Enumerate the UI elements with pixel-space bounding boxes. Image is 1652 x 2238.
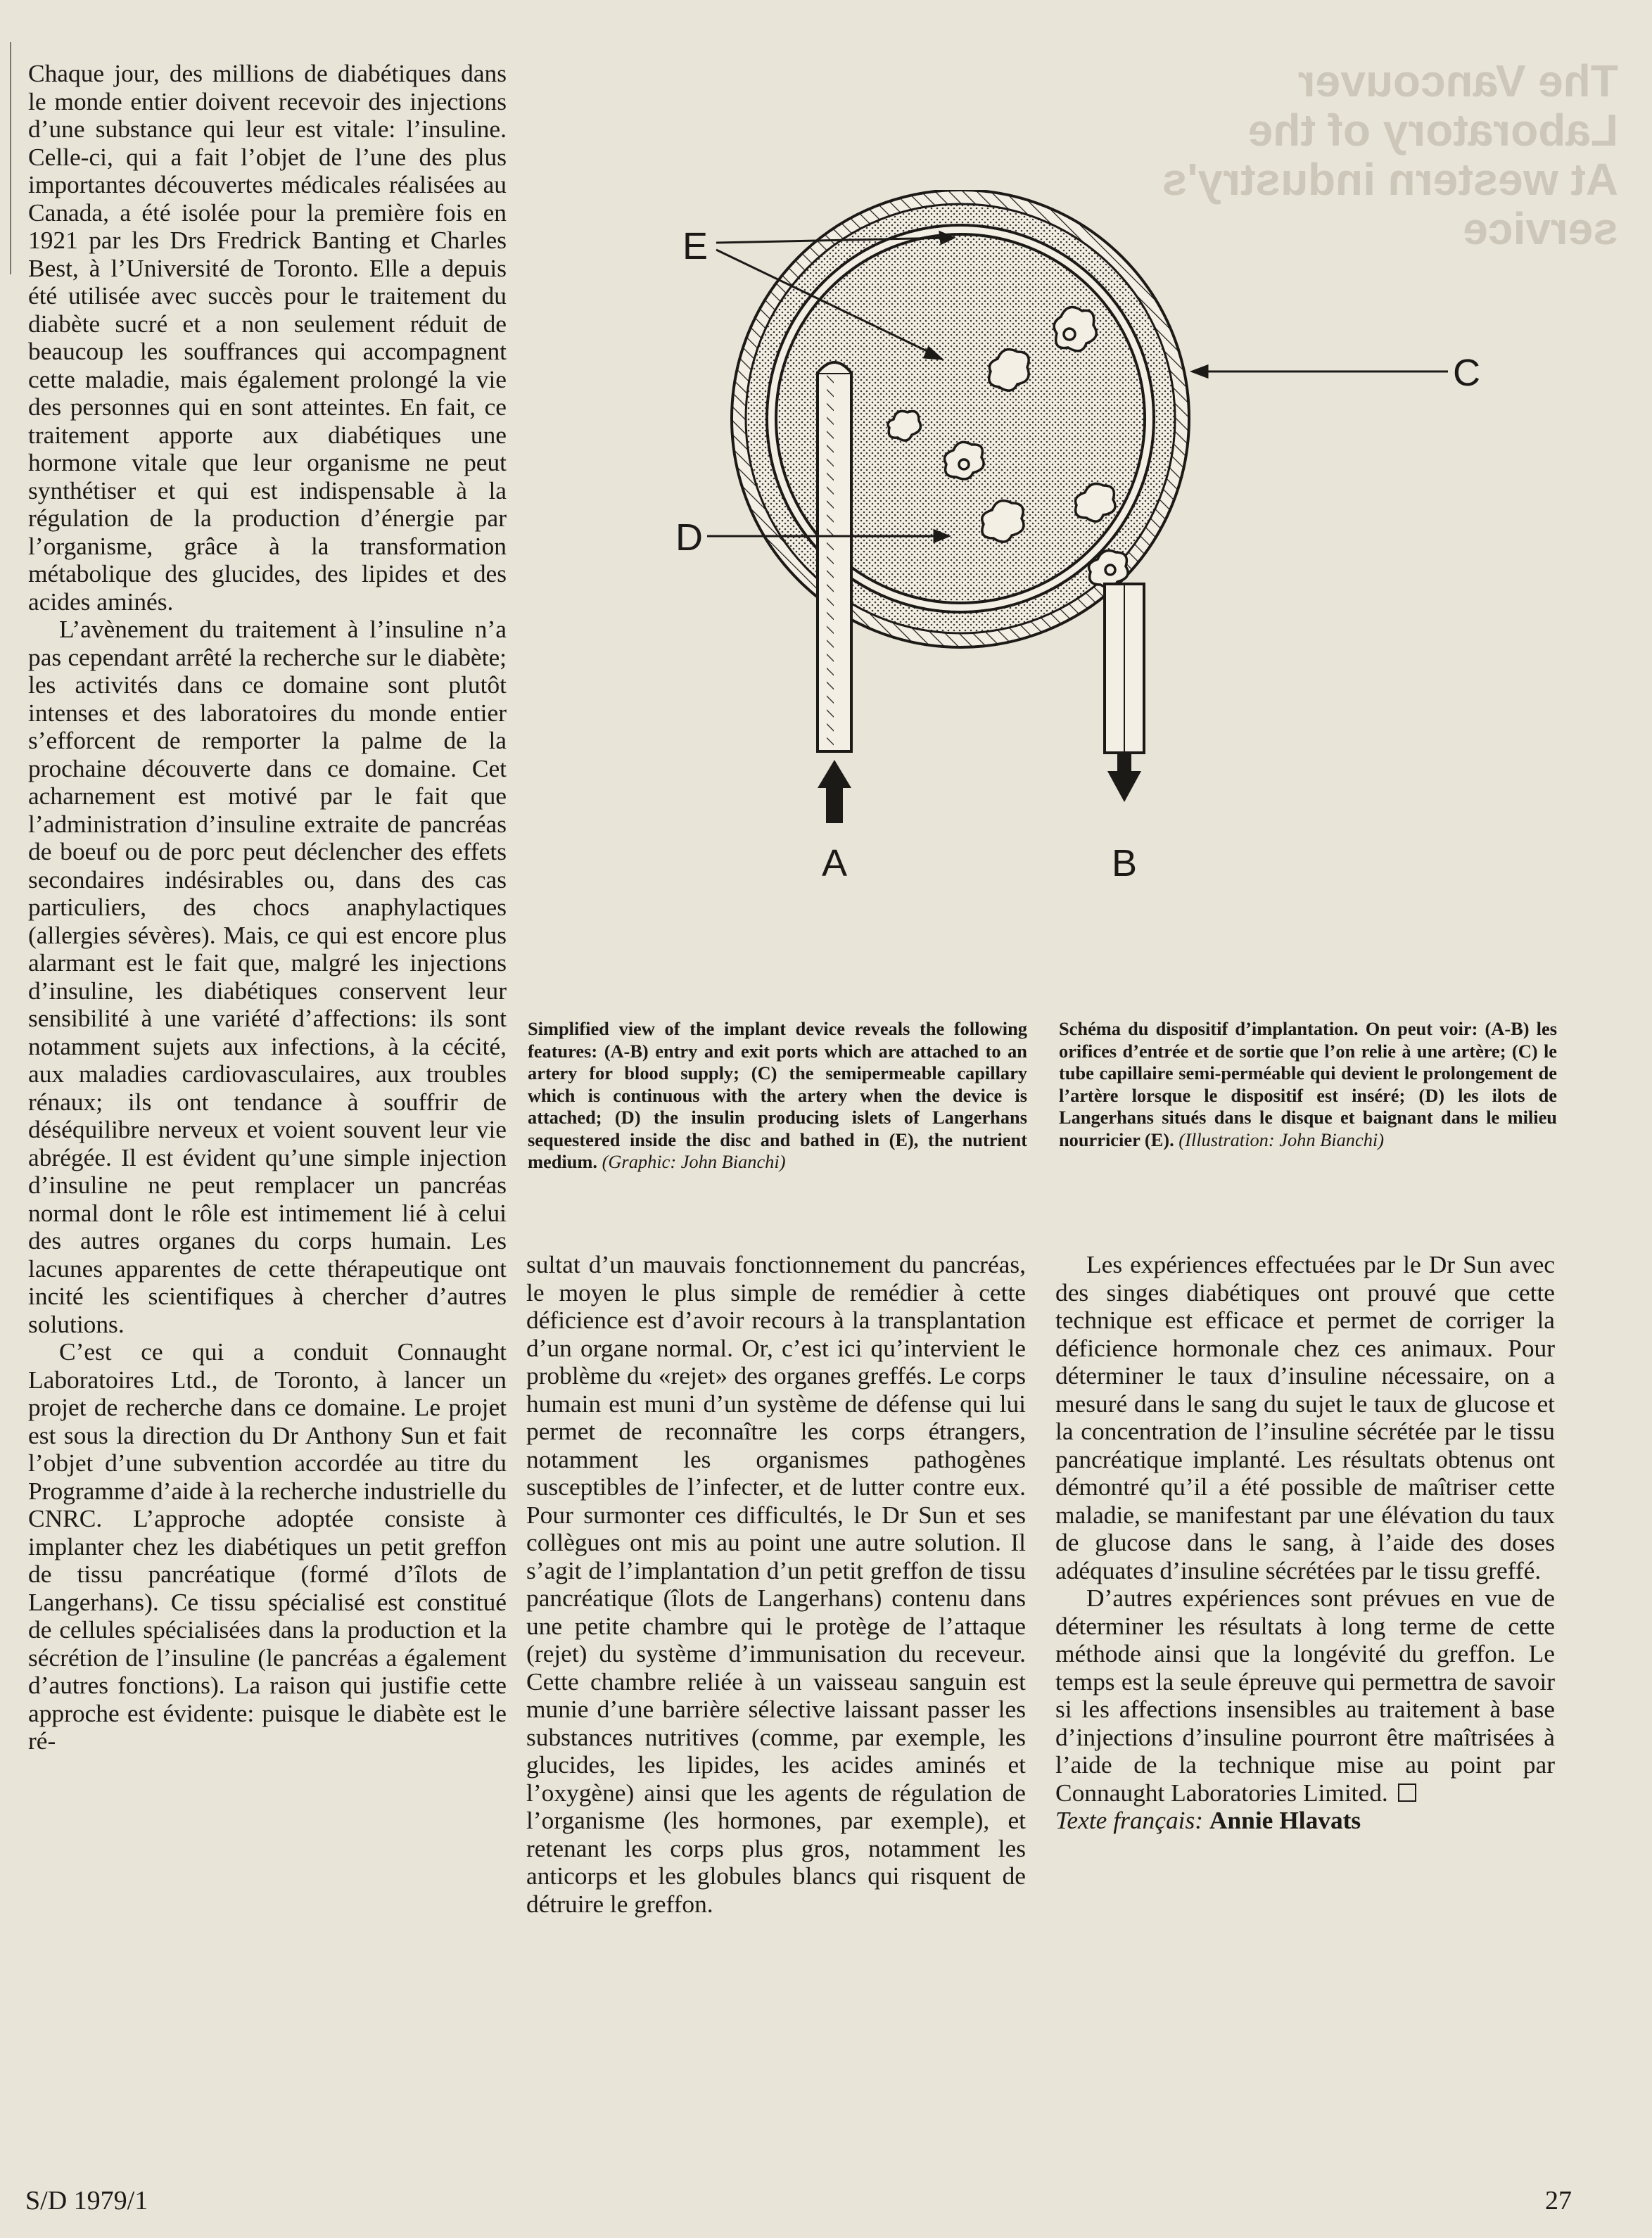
paragraph: sultat d’un mauvais fonctionnement du pancréas, le moyen le plus simple de remédier à cette déficience est d’avoir recours à la transplantation d’un organe normal. Or, c’est ici qu’intervient le problème du «rejet» des organes greffés. Le corps humain est muni d’un système de défense qui lui permet de reconnaître les corps étrangers, notamment les organismes pathogènes susceptibles de l’infecter, et de lutter contre eux. Pour surmonter ces difficultés, le Dr Sun et ses collègues ont mis au point une autre solution. Il s’agit de l’implantation d’un petit greffon de tissu pancréatique (îlots de Langerhans) contenu dans une petite chambre qui le protège de l’attaque (rejet) du système d’immunisation du receveur. Cette chambre reliée à un vaisseau sanguin est munie d’une barrière sélective laissant passer les substances nutritives (comme, par exemple, les glucides, les lipides, les acides aminés et l’oxygène) ainsi que les agents de régulation de l’organisme (les hormones, par exemple), et retenant les corps plus gros, notamment les anticorps et les globules blancs qui risquent de détruire le greffon.	[526, 1250, 1026, 1918]
article-column-right	[1055, 1251, 1555, 1835]
caption-credit: (Illustration: John Bianchi)	[1178, 1128, 1385, 1150]
paragraph: Les expériences effectuées par le Dr Sun avec des singes diabétiques ont prouvé que cette technique est efficace et permet de corriger la déficience hormonale chez ces animaux. Pour déterminer le taux d’insuline nécessaire, on a mesuré dans le sang du sujet le taux de glucose et la concentration de l’insuline sécrétée par le tissu pancréatique implanté. Les résultats obtenus ont démontré qu’il a été possible de maîtriser cette maladie, se manifestant par une élévation du taux de glucose dans le sang, à l’aide des doses adéquates d’insuline sécrétées par le tissu greffé.	[1055, 1250, 1555, 1584]
article-column-middle	[526, 1251, 1026, 1918]
flow-arrow-in	[818, 760, 851, 823]
label-d: D	[675, 516, 703, 559]
page-number: 27	[1545, 2186, 1572, 2215]
implant-device-diagram	[654, 190, 1541, 915]
issue-folio: S/D 1979/1	[25, 2186, 148, 2215]
paragraph: C’est ce qui a conduit Connaught Laboratoires Ltd., de Toronto, à lancer un projet de recherche dans ce domaine. Le projet est sous la direction du Dr Anthony Sun et fait l’objet d’une subvention accordée au titre du Programme d’aide à la recherche industrielle du CNRC. L’approche adoptée consiste à implanter chez les diabétiques un petit greffon de tissu pancréatique (formé d’îlots de Langerhans). Ce tissu spécialisé est constitué de cellules spécialisées dans la production et la sécrétion de l’insuline (le pancréas a également d’autres fonctions). La raison qui justifie cette approche est évidente: puisque le diabète est le ré-	[28, 1337, 507, 1755]
paragraph	[1055, 1584, 1555, 1807]
paragraph: Chaque jour, des millions de diabétiques dans le monde entier doivent recevoir des injections d’une substance qui leur est vitale: l’insuline. Celle-ci, qui a fait l’objet de l’une des plus importantes découvertes médicales réalisées au Canada, a été isolée pour la première fois en 1921 par les Drs Fredrick Banting et Charles Best, à l’Université de Toronto. Elle a depuis été utilisée avec succès pour le traitement du diabète sucré et a non seulement réduit de beaucoup les souffrances qui accompagnent cette maladie, mais également prolongé la vie des personnes qui en sont atteintes. En fait, ce traitement apporte aux diabétiques une hormone vitale que leur organisme ne peut synthétiser et qui est indispensable à la régulation de la production d’énergie par l’organisme, grâce à la transformation métabolique des glucides, des lipides et des acides aminés.	[28, 59, 507, 616]
label-c: C	[1453, 352, 1480, 394]
caption-text: Schéma du dispositif d’implantation. On peut voir: (A-B) les orifices d’entrée et de sortie que l’on relie à une artère; (C) le tube capillaire semi-perméable qui devient le prolongement de l’artère lorsque le dispositif est inséré; (D) les ilots de Langerhans situés dans le disque et baignant dans le milieu nourricier (E).	[1059, 1018, 1557, 1150]
label-a: A	[822, 842, 848, 884]
figure-caption-french	[1059, 1018, 1557, 1151]
entry-port-tube	[818, 362, 851, 751]
caption-credit: (Graphic: John Bianchi)	[602, 1151, 786, 1172]
label-b: B	[1112, 842, 1138, 884]
flow-arrow-out	[1107, 753, 1141, 802]
credit-name: Annie Hlavats	[1209, 1806, 1361, 1834]
credit-label: Texte français:	[1055, 1806, 1204, 1834]
end-of-article-mark	[1398, 1784, 1416, 1802]
article-column-left	[28, 60, 507, 1755]
translation-credit	[1055, 1807, 1555, 1835]
paragraph: L’avènement du traitement à l’insuline n’a pas cependant arrêté la recherche sur le diabète; les activités dans ce domaine sont plutôt intenses et des laboratoires du monde entier s’efforcent de remporter la palme de la prochaine découverte dans ce domaine. Cet acharnement est motivé par le fait que l’administration d’insuline extraite de pancréas de boeuf ou de porc peut déclencher des effets secondaires indésirables ou, dans des cas particuliers, des chocs anaphylactiques (allergies sévères). Mais, ce qui est encore plus alarmant est le fait que, malgré les injections d’insuline, les diabétiques conservent leur sensibilité à une variété d’affections: ils sont notamment sujets aux infections, à la cécité, aux maladies cardiovasculaires, aux troubles rénaux; ils ont tendance à souffrir de déséquilibre nerveux et voient souvent leur vie abrégée. Il est évident qu’une simple injection d’insuline ne peut remplacer un pancréas normal dont le rôle est intimement lié à celui des autres organes du corps humain. Les lacunes apparentes de cette thérapeutique ont incité les scientifiques à chercher d’autres solutions.	[28, 615, 507, 1338]
binding-edge	[0, 42, 11, 274]
exit-port-tube	[1105, 584, 1144, 753]
label-e: E	[682, 225, 709, 267]
bleed-through-line: At western industry's service	[1162, 154, 1618, 254]
bleed-through-line: The Vancouver Laboratory of the	[1247, 56, 1618, 155]
paragraph-text: D’autres expériences sont prévues en vue de déterminer les résultats à long terme de cette méthode ainsi que la longévité du greffon. Le temps est la seule épreuve qui permettra de savoir si les affections insensibles au traitement à base d’injections d’insuline pourront être maîtrisées à l’aide de la technique mise au point par Connaught Laboratories Limited.	[1055, 1584, 1555, 1807]
caption-text: Simplified view of the implant device reveals the following features: (A-B) entry and exit ports which are attached to an artery for blood supply; (C) the semipermeable capillary which is continuous with the artery when the device is attached; (D) the insulin producing islets of Langerhans sequestered inside the disc and bathed in (E), the nutrient medium.	[528, 1018, 1027, 1172]
figure-caption-english	[528, 1018, 1027, 1174]
